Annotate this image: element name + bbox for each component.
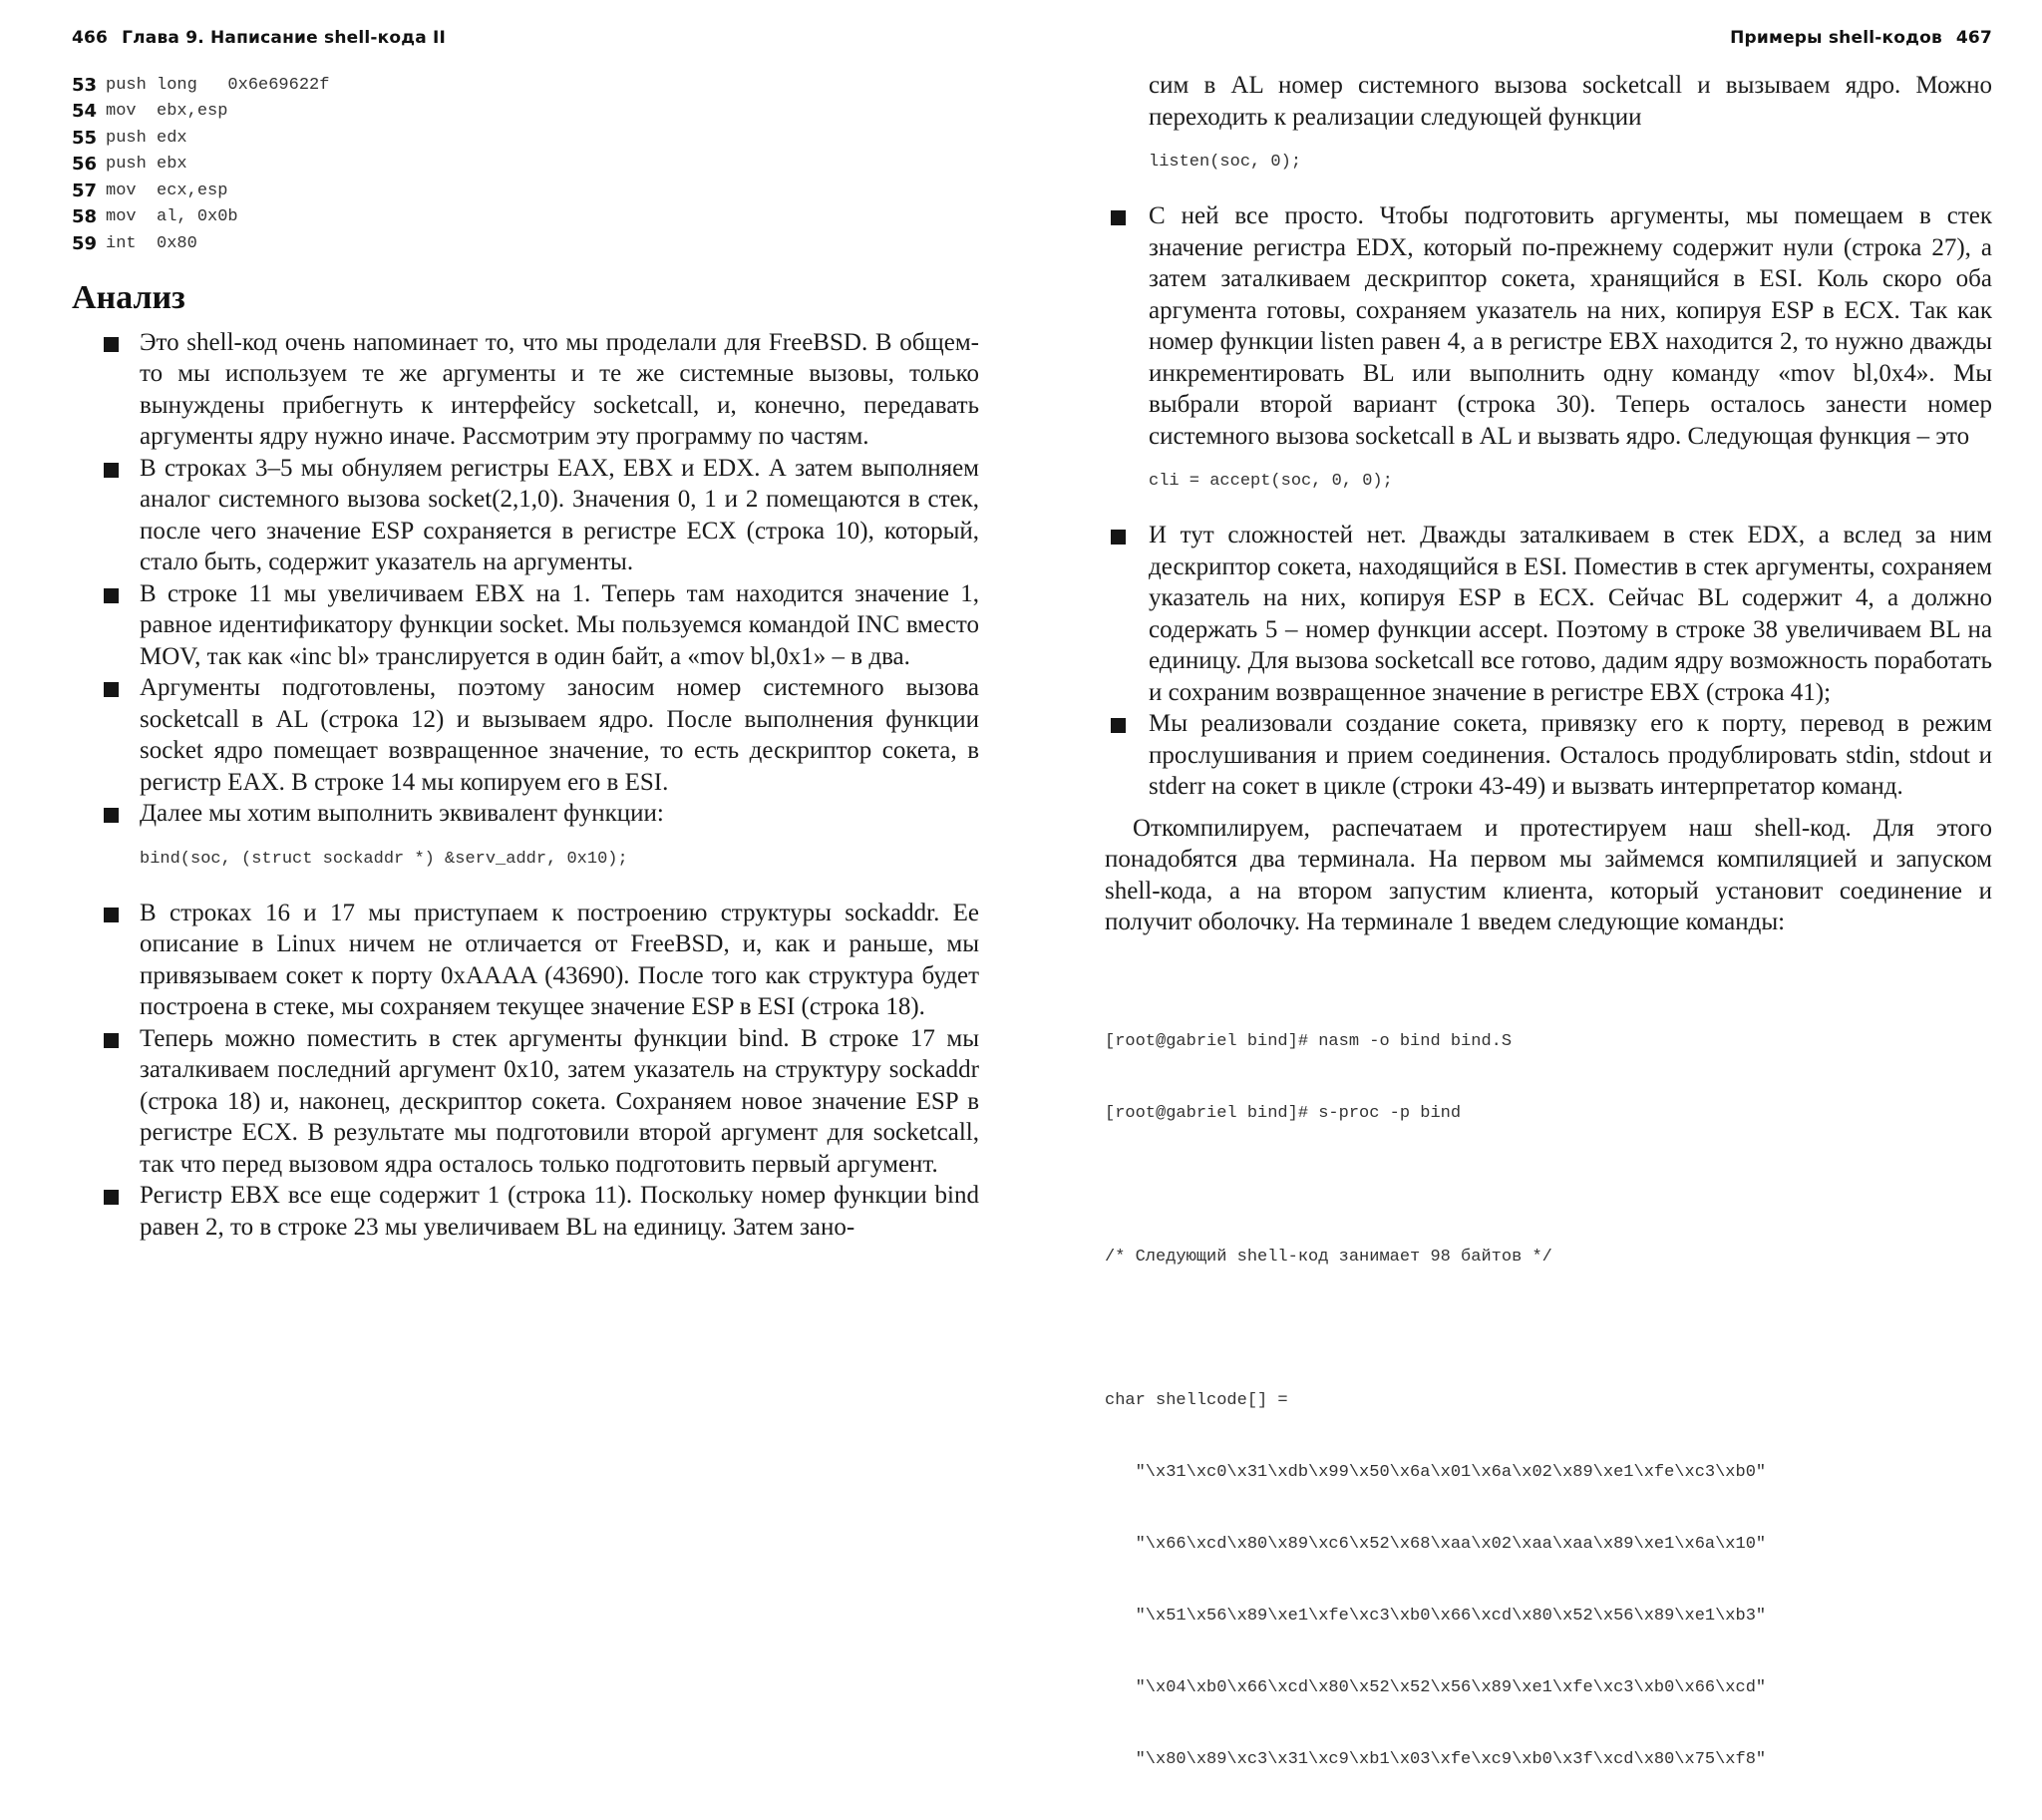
bind-code: bind(soc, (struct sockaddr *) &serv_addr, 0x10);	[140, 849, 628, 869]
accept-list	[1105, 520, 1992, 803]
line-number: 55	[72, 127, 98, 149]
listen-list	[1105, 200, 1992, 452]
list-item-text: Аргументы подготовлены, поэтому заносим номер системного вызова socketcall в AL (строка 12) и вызываем ядро. После выполнения функции socket ядро помещает возвращенное значение, то есть дескриптор сокета, в регистр EAX. В строке 14 мы копируем его в ESI.	[140, 674, 979, 796]
terminal-line: "\x31\xc0\x31\xdb\x99\x50\x6a\x01\x6a\x02\x89\xe1\xfe\xc3\xb0"	[1105, 1462, 1767, 1482]
list-item-text: Мы реализовали создание сокета, привязку его к порту, перевод в режим прослушивания и прием соединения. Осталось продублировать stdin, stdout и stderr на сокет в цикле (строки 43-49) и вызвать интерпретатор команд.	[1149, 710, 1992, 800]
terminal-line: "\x80\x89\xc3\x31\xc9\xb1\x03\xfe\xc9\xb0\x3f\xcd\x80\x75\xf8"	[1105, 1749, 1767, 1769]
code-line	[72, 204, 979, 231]
right-section-title: Примеры shell-кодов	[1730, 28, 1942, 48]
list-item	[72, 1023, 979, 1181]
list-item-text: В строках 3–5 мы обнуляем регистры EAX, EBX и EDX. А затем выполняем аналог системного вызова socket(2,1,0). Значения 0, 1 и 2 помещаются в стек, после чего значение ESP сохраняется в регистре ECX (строка 10), который, стало быть, содержит указатель на аргументы.	[140, 454, 979, 575]
bullet-square-icon	[104, 1033, 119, 1048]
right-page-number: 467	[1955, 28, 1992, 48]
line-number: 58	[72, 206, 98, 228]
list-item	[72, 578, 979, 673]
code-text: mov ecx,esp	[106, 181, 228, 200]
code-text: mov ebx,esp	[106, 102, 228, 122]
list-item	[1105, 200, 1992, 452]
bullet-square-icon	[1111, 210, 1126, 225]
list-item	[72, 1180, 979, 1243]
terminal-line: /* Следующий shell-код занимает 98 байтов */	[1105, 1247, 1552, 1267]
bullet-square-icon	[104, 463, 119, 478]
list-item-text: Теперь можно поместить в стек аргументы функции bind. В строке 17 мы заталкиваем последний аргумент 0x10, затем указатель на структуру sockaddr (строка 18) и, наконец, дескриптор сокета. Сохраняем новое значение ESP в регистре ECX. В результате мы подготовили второй аргумент для socketcall, так что перед вызовом ядра осталось только подготовить первый аргумент.	[140, 1024, 979, 1178]
code-text: push long 0x6e69622f	[106, 75, 330, 95]
code-line	[72, 72, 979, 99]
right-page-body	[1105, 70, 1992, 1820]
terminal-line	[1105, 1174, 1992, 1198]
continued-text: сим в AL номер системного вызова socketcall и вызываем ядро. Можно переходить к реализации следующей функции	[1149, 72, 1992, 131]
bullet-square-icon	[104, 682, 119, 697]
accept-code: cli = accept(soc, 0, 0);	[1149, 472, 1393, 491]
list-item	[72, 453, 979, 578]
list-item	[72, 327, 979, 453]
terminal-line: [root@gabriel bind]# s-proc -p bind	[1105, 1103, 1462, 1123]
terminal-line: "\x66\xcd\x80\x89\xc6\x52\x68\xaa\x02\xaa\xaa\x89\xe1\x6a\x10"	[1105, 1534, 1767, 1554]
bullet-square-icon	[104, 337, 119, 352]
list-item	[1105, 708, 1992, 803]
analysis-list	[72, 327, 979, 830]
left-chapter-title: Глава 9. Написание shell-кода II	[122, 28, 447, 48]
terminal-line: "\x51\x56\x89\xe1\xfe\xc3\xb0\x66\xcd\x80\x52\x56\x89\xe1\xb3"	[1105, 1606, 1767, 1626]
line-number: 56	[72, 154, 98, 176]
list-item-text: С ней все просто. Чтобы подготовить аргументы, мы помещаем в стек значение регистра EDX, который по-прежнему содержит нули (строка 27), а затем заталкиваем дескриптор сокета, хранящийся в ESI. Коль скоро оба аргумента готовы, сохраняем указатель на них, копируя ESP в ECX. Так как номер функции listen равен 4, а в регистре EBX находится 2, то нужно дважды инкрементировать BL или выполнить одну команду «mov bl,0x4». Мы выбрали второй вариант (строка 30). Теперь осталось занести номер системного вызова socketcall в AL и вызвать ядро. Следующая функция – это	[1149, 202, 1992, 450]
list-item-text: Это shell-код очень напоминает то, что мы проделали для FreeBSD. В общем-то мы используем те же аргументы и те же системные вызовы, только вынуждены прибегнуть к интерфейсу socketcall, и, конечно, передавать аргументы ядру нужно иначе. Рассмотрим эту программу по частям.	[140, 328, 979, 450]
list-item	[72, 672, 979, 798]
bullet-square-icon	[1111, 530, 1126, 545]
code-text: int 0x80	[106, 233, 197, 253]
bullet-square-icon	[104, 908, 119, 922]
body-paragraph: Откомпилируем, распечатаем и протестируем наш shell-код. Для этого понадобятся два терминала. На первом мы займемся компиляцией и запуском shell-кода, а на втором запустим клиента, который установит соединение и получит оболочку. На терминале 1 введем следующие команды:	[1105, 814, 1992, 935]
listen-code: listen(soc, 0);	[1149, 153, 1302, 172]
code-text: push ebx	[106, 155, 187, 175]
code-line	[72, 178, 979, 204]
left-page-number: 466	[72, 28, 109, 48]
list-item	[72, 798, 979, 830]
list-item-text: И тут сложностей нет. Дважды заталкиваем в стек EDX, а вслед за ним дескриптор сокета, находящийся в ESI. Поместив в стек аргументы, сохраняем указатель на них, копируя ESP в ECX. Сейчас BL содержит 4, а должно содержать 5 – номер функции accept. Поэтому в строке 38 увеличиваем BL на единицу. Для вызова socketcall все готово, дадим ядру возможность поработать и сохраним возвращенное значение в регистре EBX (строка 41);	[1149, 522, 1992, 706]
list-item	[1105, 520, 1992, 708]
bullet-square-icon	[104, 588, 119, 603]
terminal-line: [root@gabriel bind]# nasm -o bind bind.S	[1105, 1031, 1513, 1051]
list-item-text: Далее мы хотим выполнить эквивалент функции:	[140, 800, 664, 827]
code-text: mov al, 0x0b	[106, 207, 238, 227]
code-line	[72, 99, 979, 126]
section-heading: Анализ	[72, 278, 185, 316]
terminal-line	[1105, 1317, 1992, 1341]
code-line	[72, 230, 979, 257]
bullet-square-icon	[104, 808, 119, 823]
code-line	[72, 125, 979, 152]
bullet-square-icon	[104, 1190, 119, 1205]
line-number: 54	[72, 101, 98, 123]
bullet-square-icon	[1111, 718, 1126, 733]
left-page-body	[72, 72, 979, 1243]
terminal-line: "\x04\xb0\x66\xcd\x80\x52\x52\x56\x89\xe1\xfe\xc3\xb0\x66\xcd"	[1105, 1677, 1767, 1697]
code-text: push edx	[106, 128, 187, 148]
analysis-list-continued	[72, 898, 979, 1244]
code-line	[72, 152, 979, 179]
terminal-output	[1105, 982, 1992, 1820]
list-item-text: В строках 16 и 17 мы приступаем к построению структуры sockaddr. Ее описание в Linux ничем не отличается от FreeBSD, и, как и раньше, мы привязываем сокет к порту 0xAAAA (43690). После того как структура будет построена в стеке, мы сохраняем текущее значение ESP в ESI (строка 18).	[140, 899, 979, 1020]
list-item	[72, 898, 979, 1023]
line-number: 57	[72, 180, 98, 201]
left-running-header	[72, 28, 446, 48]
list-item-text: Регистр EBX все еще содержит 1 (строка 11). Поскольку номер функции bind равен 2, то в строке 23 мы увеличиваем BL на единицу. Затем зано-	[140, 1182, 979, 1241]
asm-listing	[72, 72, 979, 257]
right-running-header	[1730, 28, 1992, 48]
terminal-line: char shellcode[] =	[1105, 1390, 1288, 1410]
line-number: 59	[72, 232, 98, 254]
continued-list-item	[1105, 70, 1992, 133]
right-page	[1105, 0, 1992, 1769]
continuation-block	[1105, 70, 1992, 133]
left-page	[72, 0, 979, 1443]
list-item-text: В строке 11 мы увеличиваем EBX на 1. Теперь там находится значение 1, равное идентификатору функции socket. Мы пользуемся командой INC вместо MOV, так как «inc bl» транслируется в один байт, а «mov bl,0x1» – в два.	[140, 579, 979, 670]
line-number: 53	[72, 74, 98, 96]
